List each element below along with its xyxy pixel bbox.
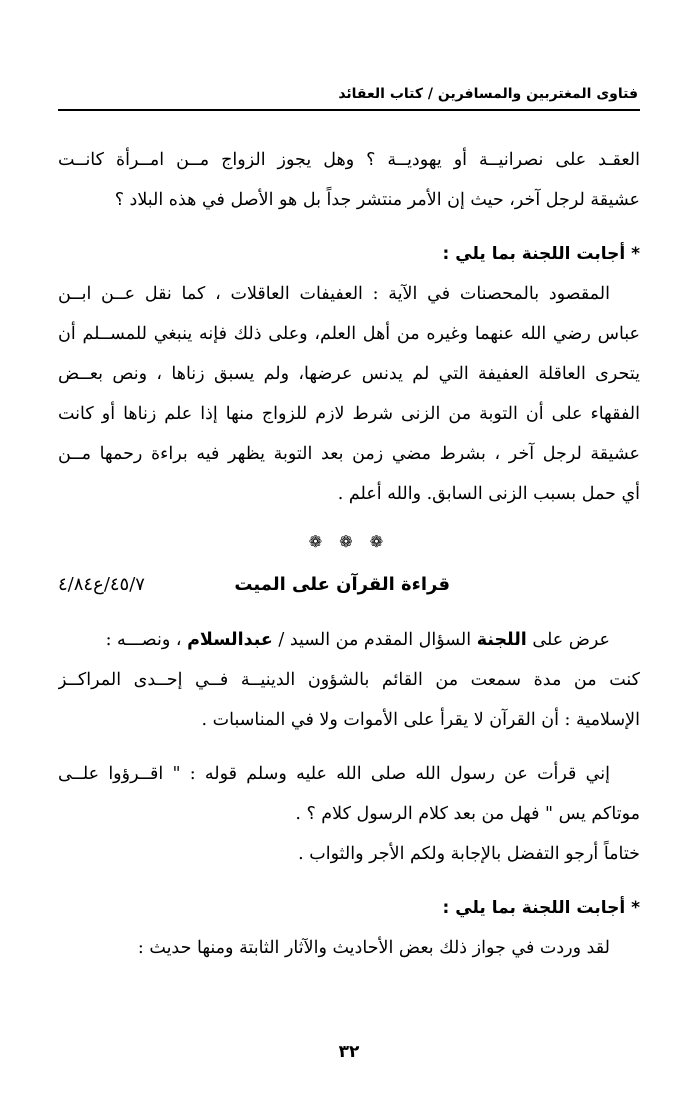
header-rule <box>58 109 640 111</box>
intro-prefix: عرض على <box>532 630 610 650</box>
text-line: أي حمل بسبب الزنى السابق. والله أعلم . <box>337 484 640 504</box>
answer-heading: * أجابت اللجنة بما يلي : <box>442 244 640 264</box>
text-line: عشيقة لرجل آخر ، بشرط مضي زمن بعد التوبة يظهر فيه براءة رحمها مــن <box>58 444 640 464</box>
questioner-name: عبدالسلام <box>187 630 273 650</box>
text-line: كنت من مدة سمعت من القائم بالشؤون الدينيــة فــي إحــدى المراكــز <box>58 670 640 690</box>
text-line: إني قرأت عن رسول الله صلى الله عليه وسلم قوله : " اقــرؤوا علــى <box>58 764 610 784</box>
answer-heading: * أجابت اللجنة بما يلي : <box>442 898 640 918</box>
question-continuation <box>58 140 640 220</box>
text-line: الفقهاء على أن التوبة من الزنى شرط لازم للزواج منها إذا علم زناها أو كانت <box>58 404 640 424</box>
text-line: يتحرى العاقلة العفيفة التي لم يدنس عرضها، ولم يسبق زناها ، ونص بعــض <box>58 364 640 384</box>
page-content <box>58 140 640 968</box>
answer-paragraph-2 <box>58 928 640 968</box>
text-line <box>58 620 640 660</box>
question-paragraph <box>58 620 640 740</box>
text-line: الإسلامية : أن القرآن لا يقرأ على الأموات ولا في المناسبات . <box>201 710 640 730</box>
section-header <box>58 564 640 620</box>
text-line: العقـد على نصرانيــة أو يهوديــة ؟ وهل يجوز الزواج مــن امــرأة كانــت <box>58 150 640 170</box>
committee-name: اللجنة <box>476 630 527 650</box>
intro-middle: السؤال المقدم من السيد / <box>278 630 472 650</box>
page-number: ٣٢ <box>338 1042 360 1062</box>
question-paragraph-2 <box>58 754 640 874</box>
text-line: لقد وردت في جواز ذلك بعض الأحاديث والآثار الثابتة ومنها حديث : <box>137 938 610 958</box>
answer-paragraph <box>58 274 640 514</box>
section-divider-ornament: ❁ ❁ ❁ <box>308 532 390 551</box>
text-line: عشيقة لرجل آخر، حيث إن الأمر منتشر جداً بل هو الأصل في هذه البلاد ؟ <box>114 190 640 210</box>
text-line: عباس رضي الله عنهما وغيره من أهل العلم، وعلى ذلك فإنه ينبغي للمســلم أن <box>58 324 640 344</box>
text-line: المقصود بالمحصنات في الآية : العفيفات العاقلات ، كما نقل عــن ابــن <box>58 284 610 304</box>
intro-suffix: ، ونصـــه : <box>105 630 182 650</box>
text-line: ختاماً أرجو التفضل بالإجابة ولكم الأجر والثواب . <box>298 844 640 864</box>
running-header: فتاوى المغتربين والمسافرين / كتاب العقائد <box>338 86 638 102</box>
section-title: قراءة القرآن على الميت <box>234 574 450 595</box>
fatwa-reference-number: ٤٥/٧/ع٤/٨٤ <box>58 574 145 595</box>
text-line: موتاكم يس " فهل من بعد كلام الرسول كلام ؟ . <box>295 804 640 824</box>
